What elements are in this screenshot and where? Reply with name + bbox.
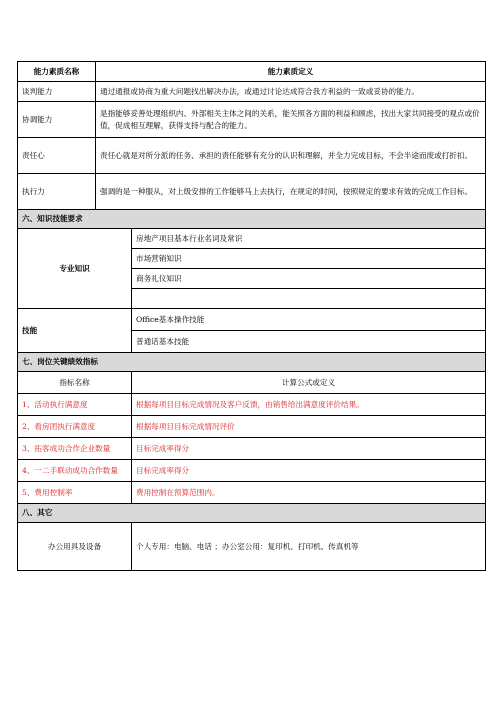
ability-row: [18, 174, 486, 210]
section-header-other: [18, 504, 486, 523]
section-title: 七、岗位关键绩效指标: [18, 353, 486, 372]
knowledge-label: 专业知识: [18, 229, 132, 309]
knowledge-item: 市场营销知识: [132, 249, 486, 269]
kpi-indicator: 3、拓客成功合作企业数量: [18, 438, 132, 460]
office-row: [18, 523, 486, 571]
section-title: 八、其它: [18, 504, 486, 523]
ability-name: 责任心: [18, 138, 96, 174]
kpi-formula: 根据每项目目标完成情况及客户反馈，由销售给出满意度评价结果。: [132, 394, 486, 416]
ability-name: 谈判能力: [18, 82, 96, 102]
section-header-knowledge: [18, 210, 486, 229]
kpi-formula-header: 计算公式或定义: [132, 372, 486, 394]
skills-label: 技能: [18, 309, 132, 353]
kpi-row: [18, 482, 486, 504]
ability-def-header: 能力素质定义: [96, 62, 486, 82]
ability-name: 执行力: [18, 174, 96, 210]
kpi-row: [18, 438, 486, 460]
kpi-row: [18, 394, 486, 416]
knowledge-row: [18, 229, 486, 249]
job-description-document: [17, 61, 485, 571]
office-value: 个人专用：电脑、电话 ；办公室公用：复印机、打印机、传真机等: [132, 523, 486, 571]
kpi-row: [18, 416, 486, 438]
kpi-formula: 目标完成率得分: [132, 438, 486, 460]
kpi-formula: 根据每项目目标完成情况评价: [132, 416, 486, 438]
skills-item: Office基本操作技能: [132, 309, 486, 331]
kpi-header-row: [18, 372, 486, 394]
kpi-indicator: 4、一二手联动成功合作数量: [18, 460, 132, 482]
kpi-row: [18, 460, 486, 482]
knowledge-item: 商务礼仪知识: [132, 269, 486, 289]
main-table: [17, 61, 486, 571]
kpi-formula: 费用控制在预算范围内。: [132, 482, 486, 504]
ability-definition: 是指能够妥善处理组织内、外部相关主体之间的关系，能关照各方面的利益和顾虑，找出大家共同接受的观点或价值，促成相互理解，获得支持与配合的能力。: [96, 102, 486, 138]
ability-definition: 通过通报或协商为重大问题找出解决办法，或通过讨论达成符合我方利益的一致或妥协的能力。: [96, 82, 486, 102]
ability-name: 协调能力: [18, 102, 96, 138]
section-title: 六、知识技能要求: [18, 210, 486, 229]
kpi-indicator: 2、看房团执行满意度: [18, 416, 132, 438]
kpi-indicator-header: 指标名称: [18, 372, 132, 394]
kpi-indicator: 5、费用控制率: [18, 482, 132, 504]
kpi-formula: 目标完成率得分: [132, 460, 486, 482]
ability-row: [18, 82, 486, 102]
kpi-indicator: 1、活动执行满意度: [18, 394, 132, 416]
skills-item: 普通话基本技能: [132, 331, 486, 353]
knowledge-item: 房地产项目基本行业名词及常识: [132, 229, 486, 249]
ability-name-header: 能力素质名称: [18, 62, 96, 82]
office-label: 办公用具及设备: [18, 523, 132, 571]
ability-row: [18, 102, 486, 138]
knowledge-item: [132, 289, 486, 309]
ability-definition: 强调的是一种服从，对上级安排的工作能够马上去执行，在规定的时间，按照规定的要求有效的完成工作目标。: [96, 174, 486, 210]
ability-row: [18, 138, 486, 174]
skills-row: [18, 309, 486, 331]
ability-header-row: [18, 62, 486, 82]
section-header-kpi: [18, 353, 486, 372]
ability-definition: 责任心就是对所分派的任务、承担的责任能够有充分的认识和理解，并全力完成目标，不会半途而废或打折扣。: [96, 138, 486, 174]
